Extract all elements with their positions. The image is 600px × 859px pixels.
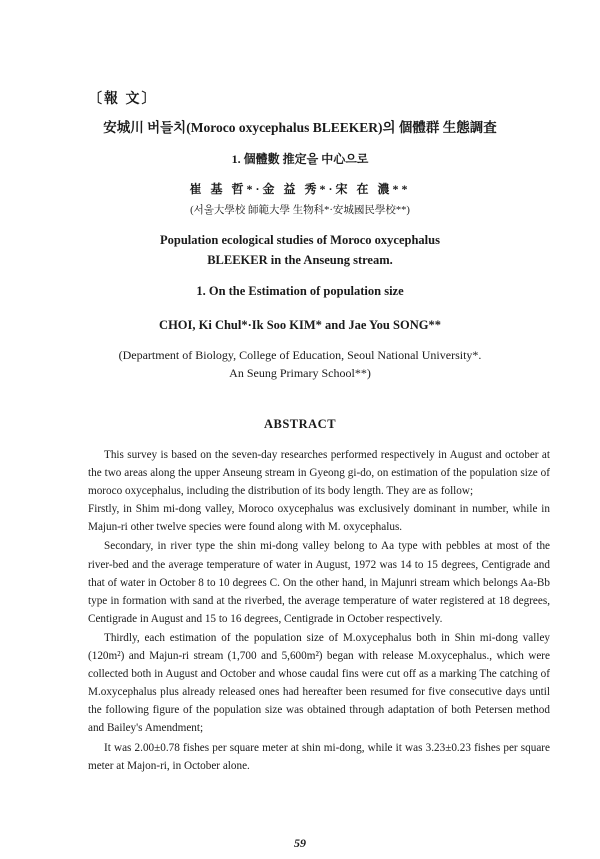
english-title-line2: BLEEKER in the Anseung stream.	[207, 253, 393, 267]
english-affiliation-line1: (Department of Biology, College of Education, Seoul National University*.	[118, 348, 482, 362]
korean-subtitle: 1. 個體數 推定을 中心으로	[231, 152, 369, 166]
english-authors: CHOI, Ki Chul*·Ik Soo KIM* and Jae You SONG**	[159, 318, 441, 332]
english-affiliation-line2: An Seung Primary School**)	[229, 366, 371, 380]
abstract-paragraph: Firstly, in Shim mi-dong valley, Moroco oxycephalus was exclusively dominant in number, while in Majun-ri other twelve species were found along with M. oxycephalus.	[88, 503, 550, 534]
abstract-paragraph: This survey is based on the seven-day researches performed respectively in August and october at the two areas along the upper Anseung stream in Gyeong gi-do, on estimation of the population size of moroco oxycephalus, including the distribution of its body length. They are as follow;	[88, 449, 550, 498]
english-title-line1: Population ecological studies of Moroco oxycephalus	[160, 233, 440, 247]
abstract-paragraph: Secondary, in river type the shin mi-dong valley belong to Aa type with pebbles at most of the river-bed and the average temperature of water in August, 1972 was 14 to 15 degrees, Centigrade and that of water in October 8 to 10 degrees C. On the other hand, in Majunri stream which belongs Aa-Bb type in formation with sand at the riverbed, the average temperature of water registered at 18 degrees, Centigrade in August and 15 to 16 degrees, Centigrade in October respectively.	[88, 540, 550, 625]
article-category: 〔報 文〕	[88, 92, 158, 107]
page-number: 59	[294, 836, 306, 850]
korean-authors: 崔 基 哲*·金 益 秀*·宋 在 濃**	[189, 182, 411, 196]
abstract-paragraph: Thirdly, each estimation of the population size of M.oxycephalus both in Shin mi-dong valley (120m²) and Majun-ri stream (1,700 and 5,600m²) began with release M.oxycephalus., which were collected both in August and October and whose caudal fins were cut off as a marking The catching of M.oxycephalus plus already released ones had hereafter been resumed for five consecutive days until the following figure of the population size was obtained through adaptation of both Petersen method and Bailey's Amendment;	[88, 631, 550, 735]
korean-affiliation: (서울大學校 師範大學 生物科*·安城國民學校**)	[190, 205, 410, 216]
english-subtitle: 1. On the Estimation of population size	[196, 284, 404, 298]
abstract-body	[88, 446, 550, 775]
abstract-heading: ABSTRACT	[263, 417, 337, 431]
korean-title: 安城川 버들치(Moroco oxycephalus BLEEKER)의 個體群 生態調査	[103, 120, 497, 135]
abstract-paragraph: It was 2.00±0.78 fishes per square meter at shin mi-dong, while it was 3.23±0.23 fishes per square meter at Majon-ri, in October alone.	[88, 741, 550, 772]
